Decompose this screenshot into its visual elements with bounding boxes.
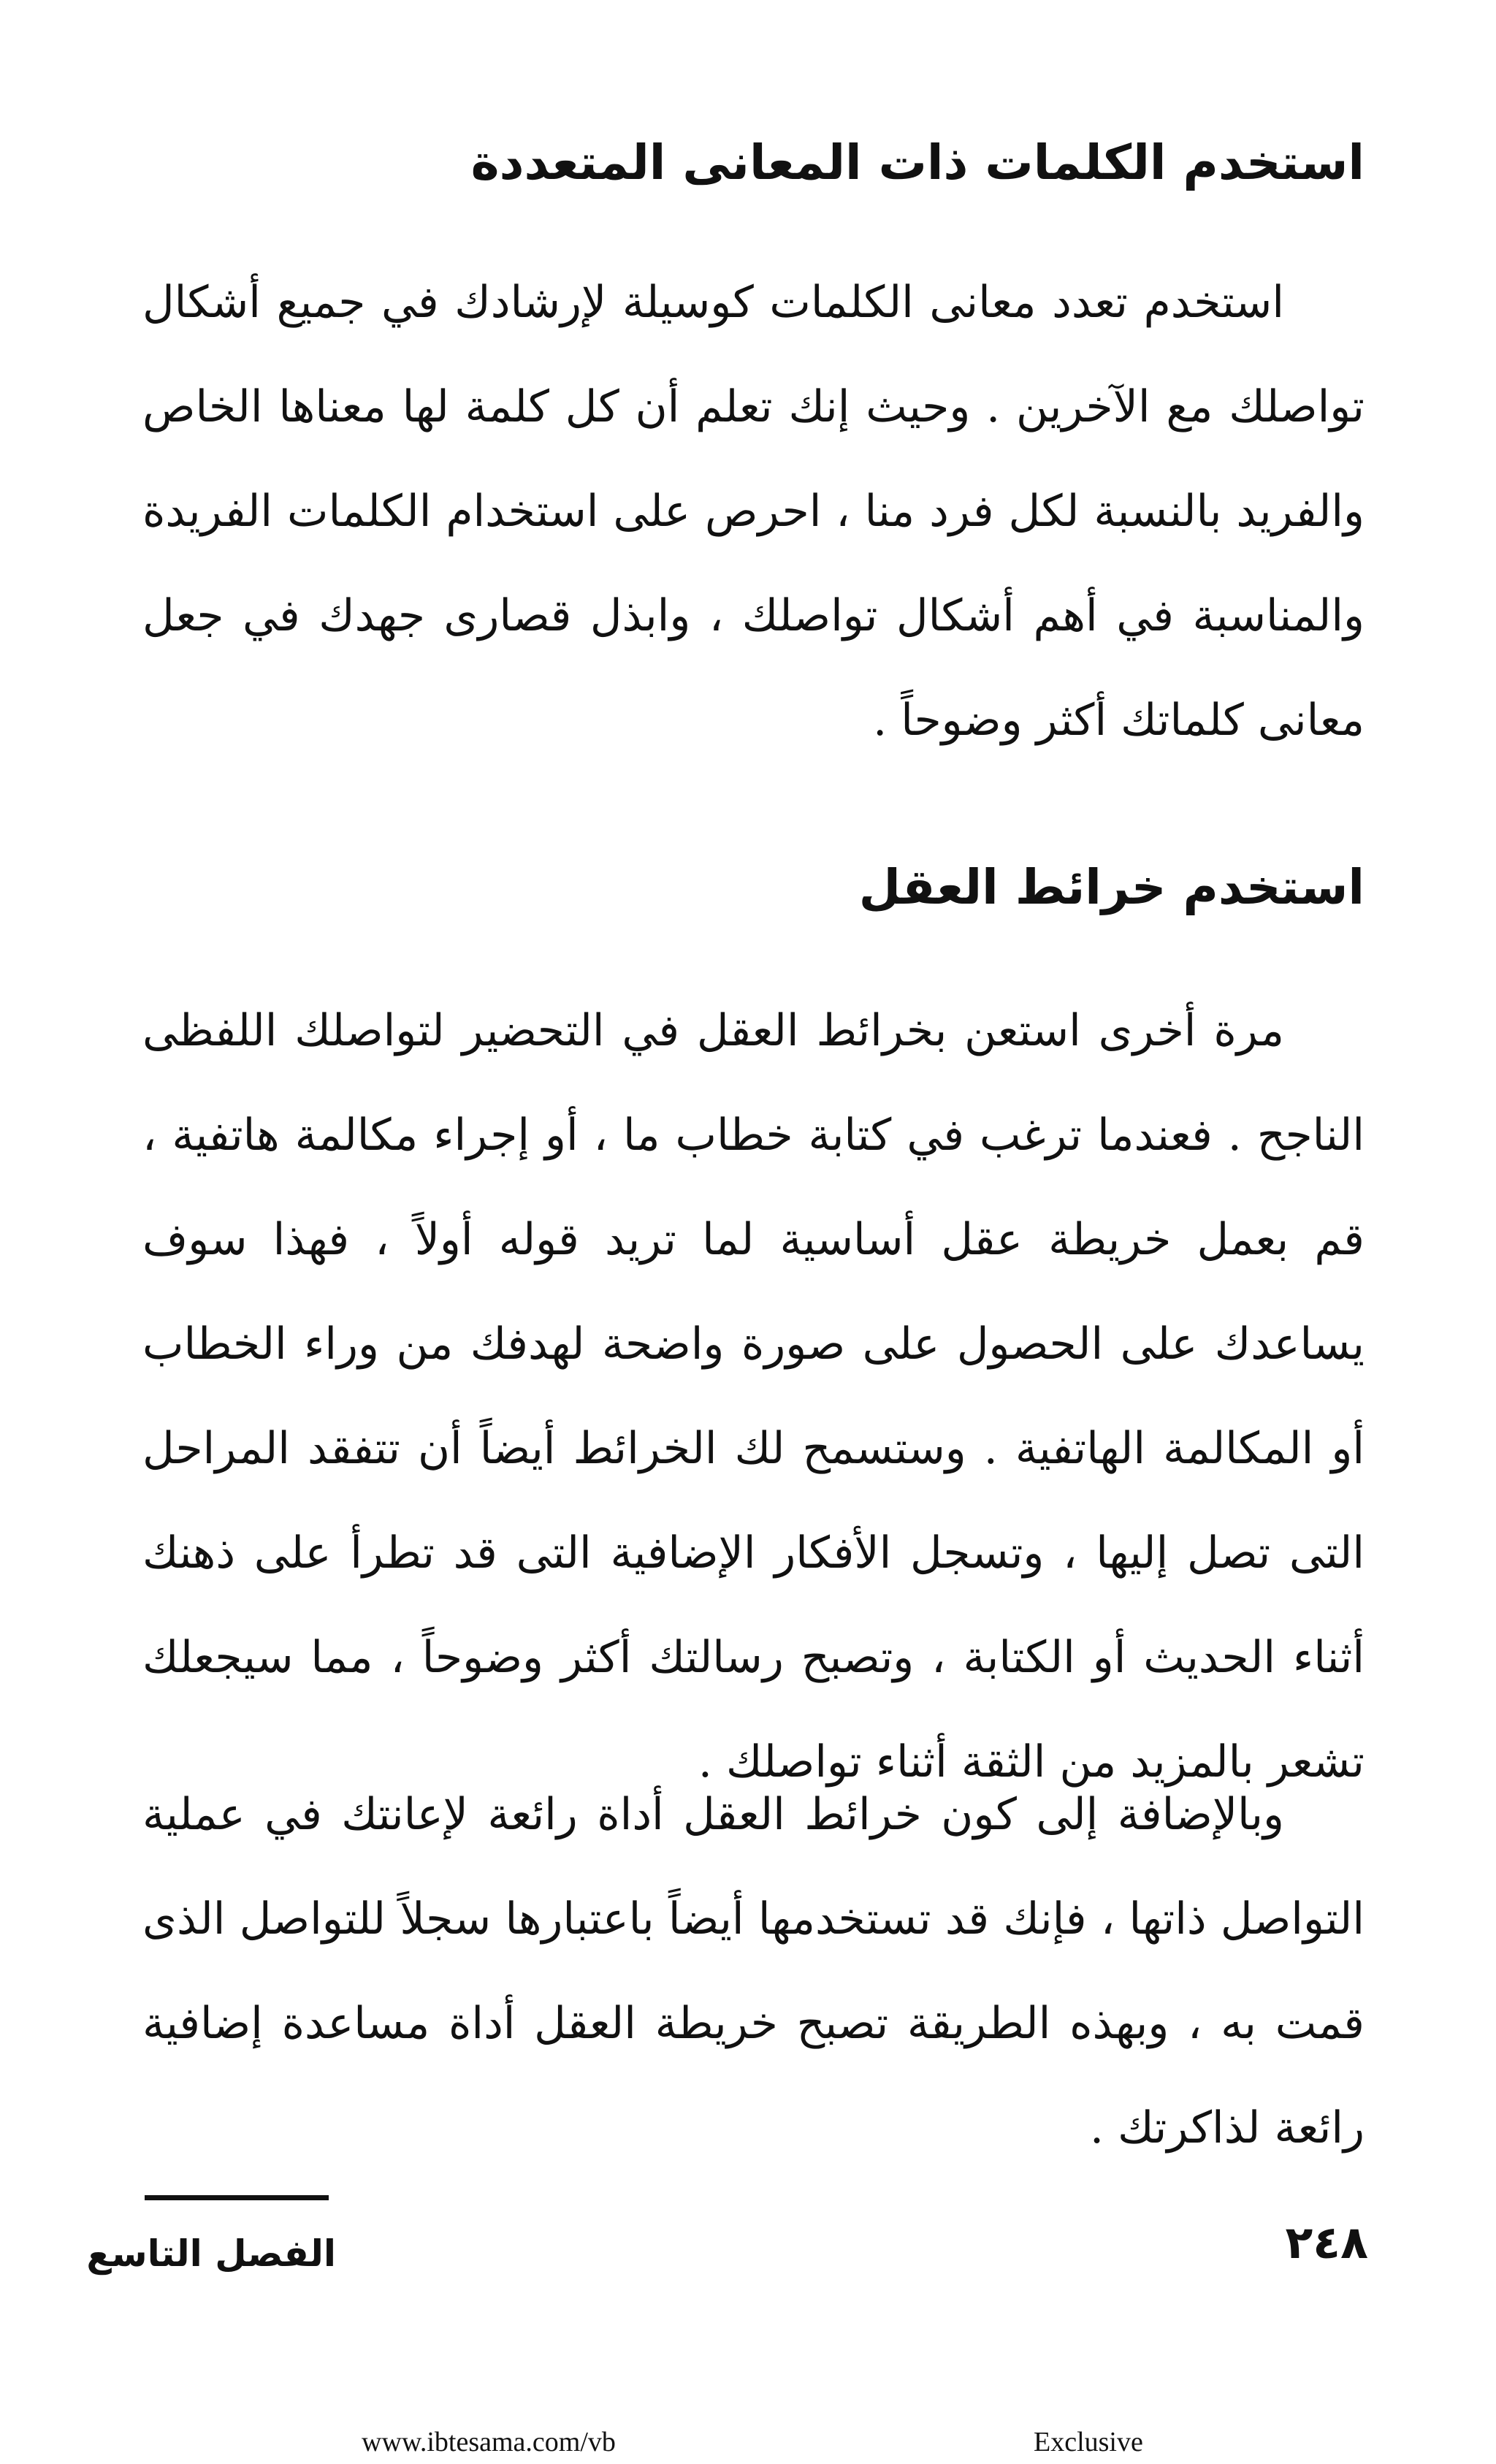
section-heading-multiple-meanings: استخدم الكلمات ذات المعانى المتعددة (470, 134, 1365, 191)
watermark-url: www.ibtesama.com/vb (362, 2427, 616, 2457)
paragraph-multiple-meanings (142, 251, 1365, 773)
page-number: ٢٤٨ (1285, 2216, 1368, 2269)
paragraph-text: وبالإضافة إلى كون خرائط العقل أداة رائعة لإعانتك في عملية التواصل ذاتها ، فإنك قد تستخدمها أيضاً باعتبارها سجلاً للتواصل الذى قمت به ، وبهذه الطريقة تصبح خريطة العقل أداة مساعدة إضافية رائعة لذاكرتك . (142, 1789, 1365, 2154)
paragraph-mind-maps-2 (142, 1763, 1365, 2181)
paragraph-text: مرة أخرى استعن بخرائط العقل في التحضير لتواصلك اللفظى الناجح . فعندما ترغب في كتابة خطاب ما ، أو إجراء مكالمة هاتفية ، قم بعمل خريطة عقل أساسية لما تريد قوله أولاً ، فهذا سوف يساعدك على الحصول على صورة واضحة لهدفك من وراء الخطاب أو المكالمة الهاتفية . وستسمح لك الخرائط أيضاً أن تتفقد المراحل التى تصل إليها ، وتسجل الأفكار الإضافية التى قد تطرأ على ذهنك أثناء الحديث أو الكتابة ، وتصبح رسالتك أكثر وضوحاً ، مما سيجعلك تشعر بالمزيد من الثقة أثناء تواصلك . (142, 1005, 1365, 1788)
watermark-tag: Exclusive (1034, 2427, 1143, 2457)
chapter-label: الفصل التاسع (86, 2232, 336, 2275)
section-heading-mind-maps: استخدم خرائط العقل (858, 859, 1365, 915)
paragraph-text: استخدم تعدد معانى الكلمات كوسيلة لإرشادك في جميع أشكال تواصلك مع الآخرين . وحيث إنك تعلم أن كل كلمة لها معناها الخاص والفريد بالنسبة لكل فرد منا ، احرص على استخدام الكلمات الفريدة والمناسبة في أهم أشكال تواصلك ، وابذل قصارى جهدك في جعل معانى كلماتك أكثر وضوحاً . (142, 277, 1365, 746)
paragraph-mind-maps-1 (142, 979, 1365, 1815)
footer-rule (145, 2195, 329, 2200)
